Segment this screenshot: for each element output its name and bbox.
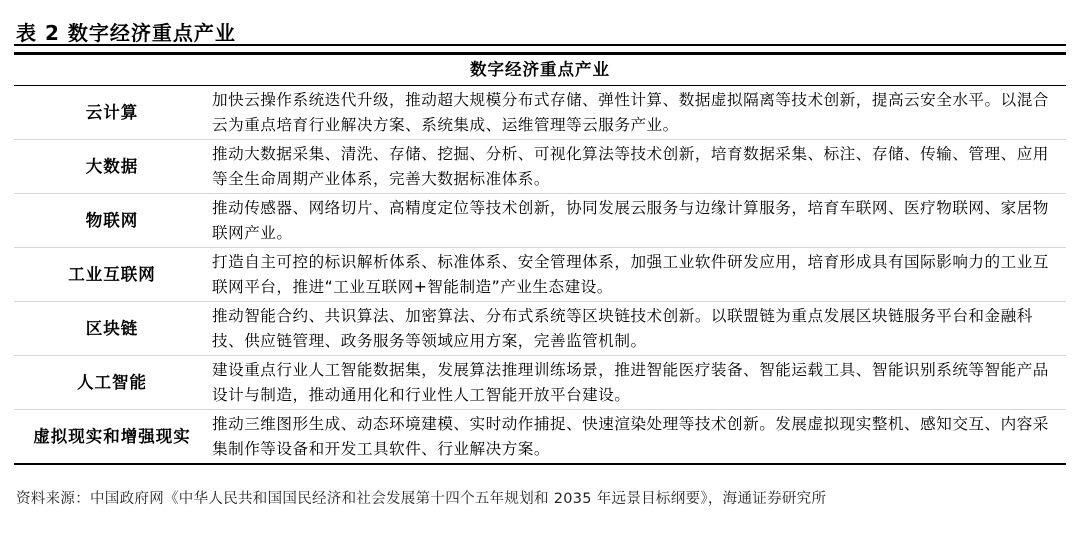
table-row: [14, 410, 1066, 465]
row-label: 云计算: [85, 102, 139, 122]
row-label: 虚拟现实和增强现实: [33, 426, 191, 446]
table-row: [14, 140, 1066, 194]
table-title-bar: [14, 6, 1066, 46]
row-content: 推动传感器、网络切片、高精度定位等技术创新，协同发展云服务与边缘计算服务，培育车联网、医疗物联网、家居物联网产业。: [212, 199, 1049, 242]
row-content: 加快云操作系统迭代升级，推动超大规模分布式存储、弹性计算、数据虚拟隔离等技术创新，提高云安全水平。以混合云为重点培育行业解决方案、系统集成、运维管理等云服务产业。: [212, 91, 1049, 134]
source-note: 资料来源：中国政府网《中华人民共和国国民经济和社会发展第十四个五年规划和 2035 年远景目标纲要》，海通证券研究所: [16, 491, 827, 507]
industry-table: [14, 52, 1066, 465]
table-row: [14, 86, 1066, 140]
table-row: [14, 302, 1066, 356]
table-row: [14, 194, 1066, 248]
row-content: 打造自主可控的标识解析体系、标准体系、安全管理体系，加强工业软件研发应用，培育形成具有国际影响力的工业互联网平台，推进“工业互联网+智能制造”产业生态建设。: [212, 253, 1049, 296]
table-row: [14, 248, 1066, 302]
row-label: 物联网: [85, 210, 139, 230]
row-content: 推动三维图形生成、动态环境建模、实时动作捕捉、快速渲染处理等技术创新。发展虚拟现实整机、感知交互、内容采集制作等设备和开发工具软件、行业解决方案。: [212, 415, 1049, 458]
row-label: 大数据: [85, 156, 139, 176]
row-content: 推动智能合约、共识算法、加密算法、分布式系统等区块链技术创新。以联盟链为重点发展区块链服务平台和金融科技、供应链管理、政务服务等领域应用方案，完善监管机制。: [212, 307, 1033, 350]
table-row: [14, 356, 1066, 410]
table-title: 表 2 数字经济重点产业: [16, 21, 236, 45]
row-label: 工业互联网: [68, 264, 156, 284]
row-label: 人工智能: [77, 372, 147, 392]
row-content: 推动大数据采集、清洗、存储、挖掘、分析、可视化算法等技术创新，培育数据采集、标注、存储、传输、管理、应用等全生命周期产业体系，完善大数据标准体系。: [212, 145, 1049, 188]
row-content: 建设重点行业人工智能数据集，发展算法推理训练场景，推进智能医疗装备、智能运载工具、智能识别系统等智能产品设计与制造，推动通用化和行业性人工智能开放平台建设。: [212, 361, 1049, 404]
table-header: 数字经济重点产业: [14, 52, 1066, 86]
row-label: 区块链: [85, 318, 139, 338]
